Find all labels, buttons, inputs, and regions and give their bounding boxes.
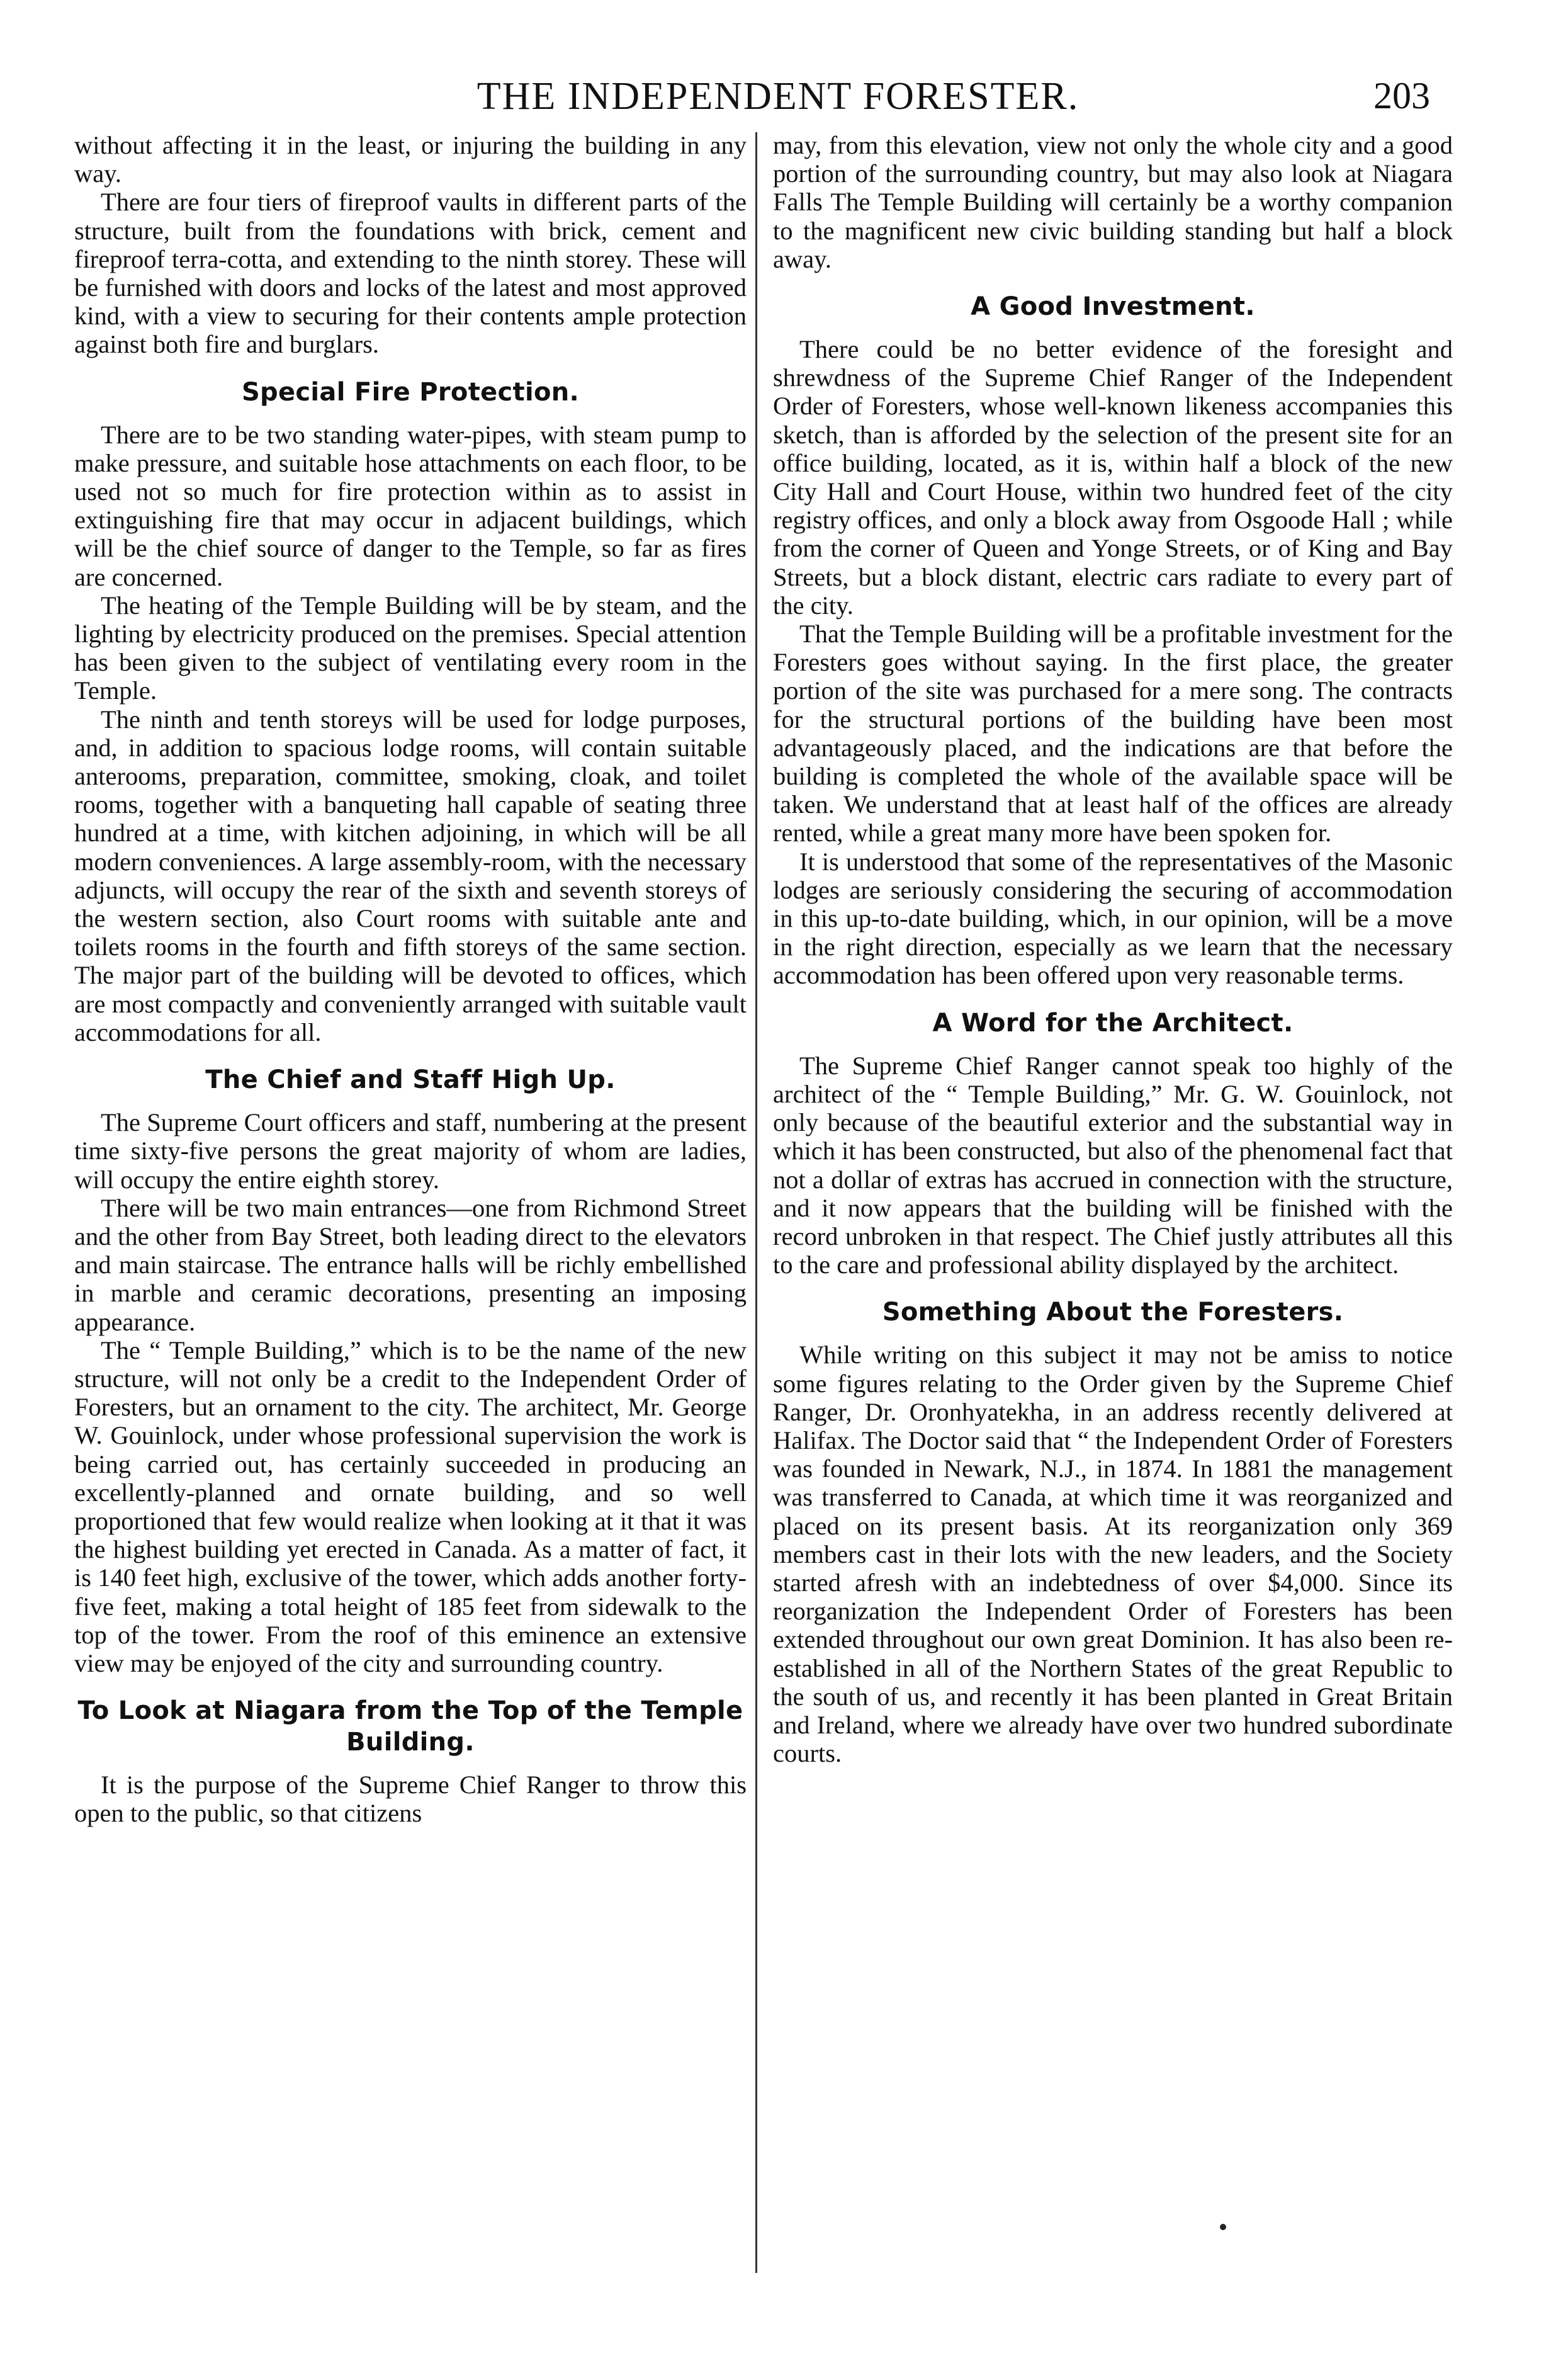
journal-title: THE INDEPENDENT FORESTER. (476, 75, 1080, 118)
paragraph: The Supreme Chief Ranger cannot speak too highly of the architect of the “ Temple Building,” Mr. G. W. Gouinlock, not only because of the beautiful exterior and the substantial way in which it has been constructed, but also of the phenomenal fact that not a dollar of extras has accrued in connection with the structure, and it now appears that the building will be finished with the record unbroken in that respect. The Chief justly attributes all this to the care and professional ability displayed by the architect. (773, 1051, 1453, 1279)
section-heading-word-for-architect: A Word for the Architect. (932, 1008, 1294, 1038)
page-number: 203 (1373, 75, 1430, 116)
section-heading-good-investment: A Good Investment. (971, 292, 1255, 322)
paragraph: There will be two main entrances—one from Richmond Street and the other from Bay Street, both leading direct to the elevators and main staircase. The entrance halls will be richly embellished in marble and ceramic decorations, presenting an imposing appearance. (74, 1193, 747, 1336)
left-column (74, 131, 747, 2259)
paragraph: may, from this elevation, view not only the whole city and a good portion of the surrounding country, but may also look at Niagara Falls The Temple Building will certainly be a worthy companion to the magnificent new civic building standing but half a block away. (773, 131, 1453, 273)
paragraph: The heating of the Temple Building will be by steam, and the lighting by electricity produced on the premises. Special attention has been given to the subject of ventilating every room in the Temple. (74, 591, 747, 705)
running-head (0, 74, 1556, 125)
right-column (773, 131, 1453, 2259)
ink-speck (1220, 2224, 1226, 2230)
paragraph: without affecting it in the least, or injuring the building in any way. (74, 131, 747, 188)
paragraph: There are to be two standing water-pipes, with steam pump to make pressure, and suitable hose attachments on each floor, to be used not so much for fire protection within as to assist in extinguishing fire that may occur in adjacent buildings, which will be the chief source of danger to the Temple, so far as fires are concerned. (74, 420, 747, 591)
paragraph: While writing on this subject it may not be amiss to notice some figures relating to the Order given by the Supreme Chief Ranger, Dr. Oronhyatekha, in an address recently delivered at Halifax. The Doctor said that “ the Independent Order of Foresters was founded in Newark, N.J., in 1874. In 1881 the management was transferred to Canada, at which time it was reorganized and placed on its present basis. At its reorganization only 369 members cast in their lots with the new leaders, and the Society started afresh with an indebtedness of over $4,000. Since its reorganization the Independent Order of Foresters has been extended throughout our own great Dominion. It has also been re-established in all of the Northern States of the great Republic to the south of us, and recently it has been planted in Great Britain and Ireland, where we already have over two hundred subordinate courts. (773, 1340, 1453, 1768)
paragraph: There are four tiers of fireproof vaults in different parts of the structure, built from the foundations with brick, cement and fireproof terra-cotta, and extending to the ninth storey. These will be furnished with doors and locks of the latest and most approved kind, with a view to securing for their contents ample protection against both fire and burglars. (74, 188, 747, 359)
paragraph: The ninth and tenth storeys will be used for lodge purposes, and, in addition to spacious lodge rooms, will contain suitable anterooms, preparation, committee, smoking, cloak, and toilet rooms, together with a banqueting hall capable of seating three hundred at a time, with kitchen adjoining, in which will be all modern conveniences. A large assembly-room, with the necessary adjuncts, will occupy the rear of the sixth and seventh storeys of the western section, also Court rooms with suitable ante and toilets rooms in the fourth and fifth storeys of the same section. The major part of the building will be devoted to offices, which are most compactly and conveniently arranged with suitable vault accommodations for all. (74, 705, 747, 1046)
paragraph: The Supreme Court officers and staff, numbering at the present time sixty-five persons the great majority of whom are ladies, will occupy the entire eighth storey. (74, 1108, 747, 1194)
paragraph: There could be no better evidence of the foresight and shrewdness of the Supreme Chief Ranger of the Independent Order of Foresters, whose well-known likeness accompanies this sketch, than is afforded by the selection of the present site for an office building, located, as it is, within half a block of the new City Hall and Court House, within two hundred feet of the city registry offices, and only a block away from Osgoode Hall ; while from the corner of Queen and Yonge Streets, or of King and Bay Streets, but a block distant, electric cars radiate to every part of the city. (773, 335, 1453, 620)
section-heading-special-fire-protection: Special Fire Protection. (241, 377, 580, 407)
section-heading-about-foresters: Something About the Foresters. (882, 1298, 1344, 1327)
section-heading-chief-and-staff: The Chief and Staff High Up. (205, 1065, 616, 1095)
paragraph: It is the purpose of the Supreme Chief Ranger to throw this open to the public, so that citizens (74, 1771, 747, 1828)
paragraph: It is understood that some of the representatives of the Masonic lodges are seriously considering the securing of accommodation in this up-to-date building, which, in our opinion, will be a move in the right direction, especially as we learn that the necessary accommodation has been offered upon very reasonable terms. (773, 847, 1453, 990)
paragraph: The “ Temple Building,” which is to be the name of the new structure, will not only be a credit to the Independent Order of Foresters, but an ornament to the city. The architect, Mr. George W. Gouinlock, under whose professional supervision the work is being carried out, has certainly succeeded in producing an excellently-planned and ornate building, and so well proportioned that few would realize when looking at it that it was the highest building yet erected in Canada. As a matter of fact, it is 140 feet high, exclusive of the tower, which adds another forty-five feet, making a total height of 185 feet from sidewalk to the top of the tower. From the roof of this eminence an extensive view may be enjoyed of the city and surrounding country. (74, 1335, 747, 1677)
section-heading-niagara: To Look at Niagara from the Top of the Temple Building. (77, 1696, 743, 1757)
paragraph: That the Temple Building will be a profitable investment for the Foresters goes without saying. In the first place, the greater portion of the site was purchased for a mere song. The contracts for the structural portions of the building have been most advantageously placed, and the indications are that before the building is completed the whole of the available space will be taken. We understand that at least half of the offices are already rented, while a great many more have been spoken for. (773, 620, 1453, 847)
column-divider (755, 132, 757, 2273)
